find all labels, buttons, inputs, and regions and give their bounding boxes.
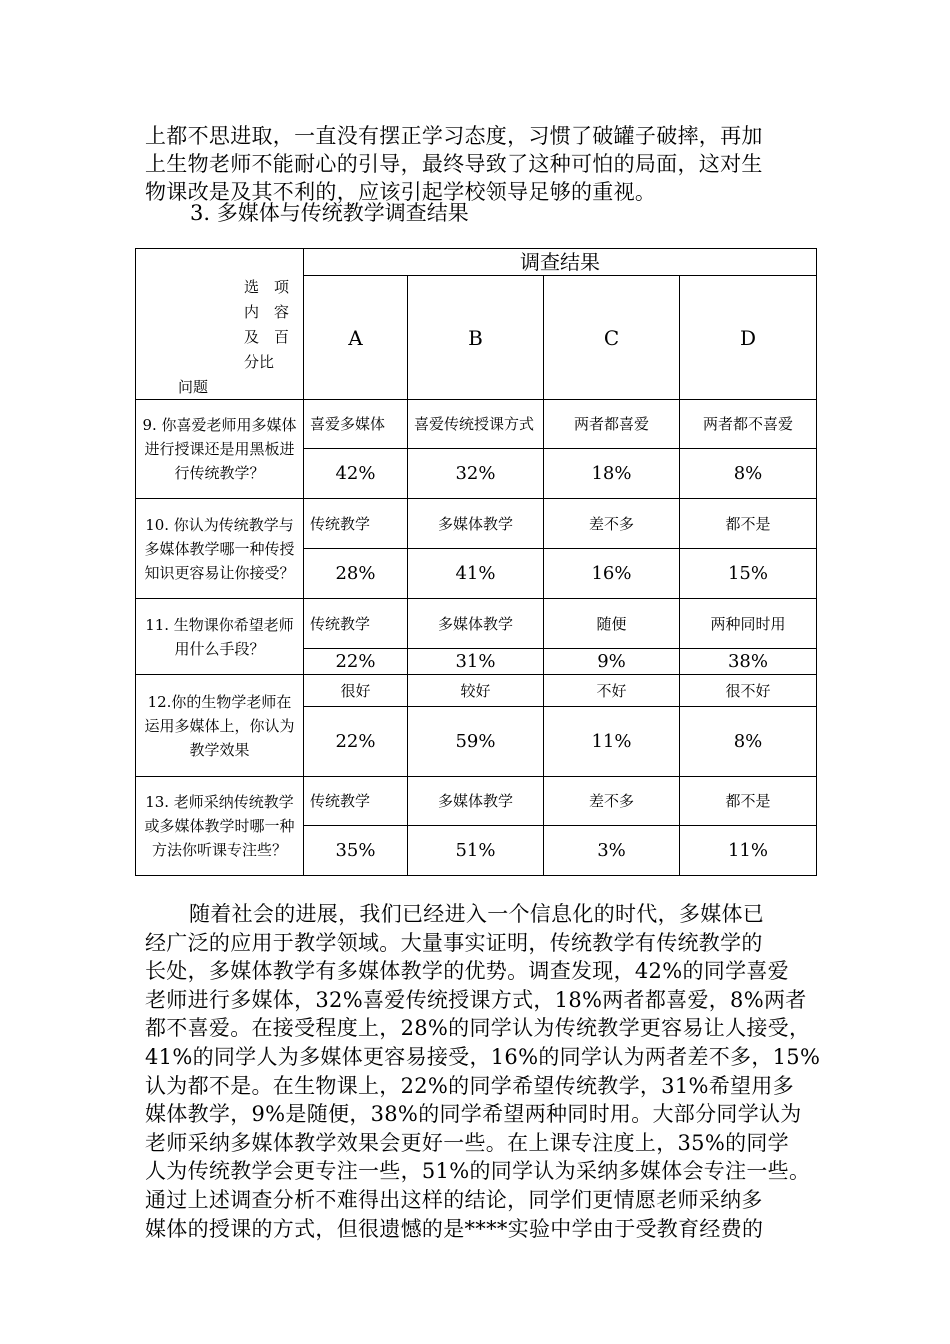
analysis-line: 老师采纳多媒体教学效果会更好一些。在上课专注度上，35%的同学 bbox=[145, 1130, 789, 1155]
question-cell: 12.你的生物学老师在运用多媒体上，你认为教学效果 bbox=[136, 675, 304, 777]
analysis-line: 通过上述调查分析不难得出这样的结论，同学们更情愿老师采纳多 bbox=[145, 1187, 763, 1212]
percent-cell: 11% bbox=[680, 826, 817, 876]
percent-cell: 15% bbox=[680, 549, 817, 599]
option-cell: 较好 bbox=[408, 675, 544, 707]
survey-table bbox=[135, 248, 817, 876]
percent-cell: 11% bbox=[544, 707, 680, 777]
option-cell: 差不多 bbox=[544, 499, 680, 549]
percent-cell: 28% bbox=[304, 549, 408, 599]
option-cell: 随便 bbox=[544, 599, 680, 649]
option-cell: 多媒体教学 bbox=[408, 777, 544, 826]
percent-cell: 51% bbox=[408, 826, 544, 876]
analysis-line: 媒体的授课的方式，但很遗憾的是****实验中学由于受教育经费的 bbox=[145, 1216, 764, 1241]
percent-cell: 35% bbox=[304, 826, 408, 876]
analysis-line: 随着社会的进展，我们已经进入一个信息化的时代，多媒体已 bbox=[189, 902, 765, 926]
option-cell: 两种同时用 bbox=[680, 599, 817, 649]
option-cell: 不好 bbox=[544, 675, 680, 707]
analysis-line: 经广泛的应用于教学领域。大量事实证明，传统教学有传统教学的 bbox=[145, 930, 763, 955]
percent-cell: 59% bbox=[408, 707, 544, 777]
percent-cell: 16% bbox=[544, 549, 680, 599]
question-cell: 13. 老师采纳传统教学或多媒体教学时哪一种方法你听课专注些？ bbox=[136, 777, 304, 876]
percent-cell: 41% bbox=[408, 549, 544, 599]
percent-cell: 32% bbox=[408, 449, 544, 499]
analysis-line: 认为都不是。在生物课上，22%的同学希望传统教学，31%希望用多 bbox=[145, 1073, 794, 1098]
option-letter-d: D bbox=[680, 276, 817, 400]
option-letter-a: A bbox=[304, 276, 408, 400]
corner-label: 选 项 bbox=[244, 278, 290, 296]
analysis-line: 41%的同学人为多媒体更容易接受，16%的同学认为两者差不多，15% bbox=[145, 1044, 821, 1069]
option-cell: 传统教学 bbox=[304, 599, 408, 649]
analysis-line: 都不喜爱。在接受程度上，28%的同学认为传统教学更容易让人接受， bbox=[145, 1016, 811, 1041]
option-cell: 两者都喜爱 bbox=[544, 400, 680, 449]
option-letter-b: B bbox=[408, 276, 544, 400]
percent-cell: 38% bbox=[680, 649, 817, 675]
option-cell: 多媒体教学 bbox=[408, 499, 544, 549]
option-cell: 都不是 bbox=[680, 777, 817, 826]
question-cell: 11. 生物课你希望老师用什么手段？ bbox=[136, 599, 304, 675]
intro-line: 物课改是及其不利的，应该引起学校领导足够的重视。 bbox=[145, 180, 657, 204]
option-cell: 喜爱传统授课方式 bbox=[408, 400, 544, 449]
percent-cell: 22% bbox=[304, 707, 408, 777]
section-heading: 3. 多媒体与传统教学调查结果 bbox=[190, 201, 469, 225]
percent-cell: 8% bbox=[680, 707, 817, 777]
corner-label: 问题 bbox=[178, 378, 209, 396]
option-cell: 很不好 bbox=[680, 675, 817, 707]
option-cell: 差不多 bbox=[544, 777, 680, 826]
option-cell: 都不是 bbox=[680, 499, 817, 549]
question-cell: 9. 你喜爱老师用多媒体进行授课还是用黑板进行传统教学？ bbox=[136, 400, 304, 499]
analysis-line: 长处，多媒体教学有多媒体教学的优势。调查发现，42%的同学喜爱 bbox=[145, 959, 789, 984]
option-cell: 两者都不喜爱 bbox=[680, 400, 817, 449]
corner-label: 分比 bbox=[244, 353, 275, 371]
option-letter-c: C bbox=[544, 276, 680, 400]
analysis-line: 老师进行多媒体，32%喜爱传统授课方式，18%两者都喜爱，8%两者 bbox=[145, 987, 807, 1012]
option-cell: 喜爱多媒体 bbox=[304, 400, 408, 449]
percent-cell: 9% bbox=[544, 649, 680, 675]
percent-cell: 22% bbox=[304, 649, 408, 675]
result-header: 调查结果 bbox=[304, 249, 817, 276]
percent-cell: 3% bbox=[544, 826, 680, 876]
corner-label: 及 百 bbox=[244, 328, 290, 346]
option-cell: 多媒体教学 bbox=[408, 599, 544, 649]
analysis-line: 人为传统教学会更专注一些，51%的同学认为采纳多媒体会专注一些。 bbox=[145, 1159, 811, 1184]
option-cell: 传统教学 bbox=[304, 777, 408, 826]
percent-cell: 18% bbox=[544, 449, 680, 499]
intro-line: 上生物老师不能耐心的引导，最终导致了这种可怕的局面，这对生 bbox=[145, 152, 763, 176]
question-cell: 10. 你认为传统教学与多媒体教学哪一种传授知识更容易让你接受？ bbox=[136, 499, 304, 599]
intro-line: 上都不思进取，一直没有摆正学习态度，习惯了破罐子破摔，再加 bbox=[145, 124, 763, 148]
analysis-line: 媒体教学，9%是随便，38%的同学希望两种同时用。大部分同学认为 bbox=[145, 1102, 802, 1127]
percent-cell: 42% bbox=[304, 449, 408, 499]
analysis-paragraph bbox=[145, 900, 821, 1243]
corner-label: 内 容 bbox=[244, 303, 290, 321]
option-cell: 很好 bbox=[304, 675, 408, 707]
percent-cell: 31% bbox=[408, 649, 544, 675]
table-corner-cell bbox=[136, 249, 304, 400]
intro-paragraph bbox=[145, 122, 815, 206]
option-cell: 传统教学 bbox=[304, 499, 408, 549]
percent-cell: 8% bbox=[680, 449, 817, 499]
